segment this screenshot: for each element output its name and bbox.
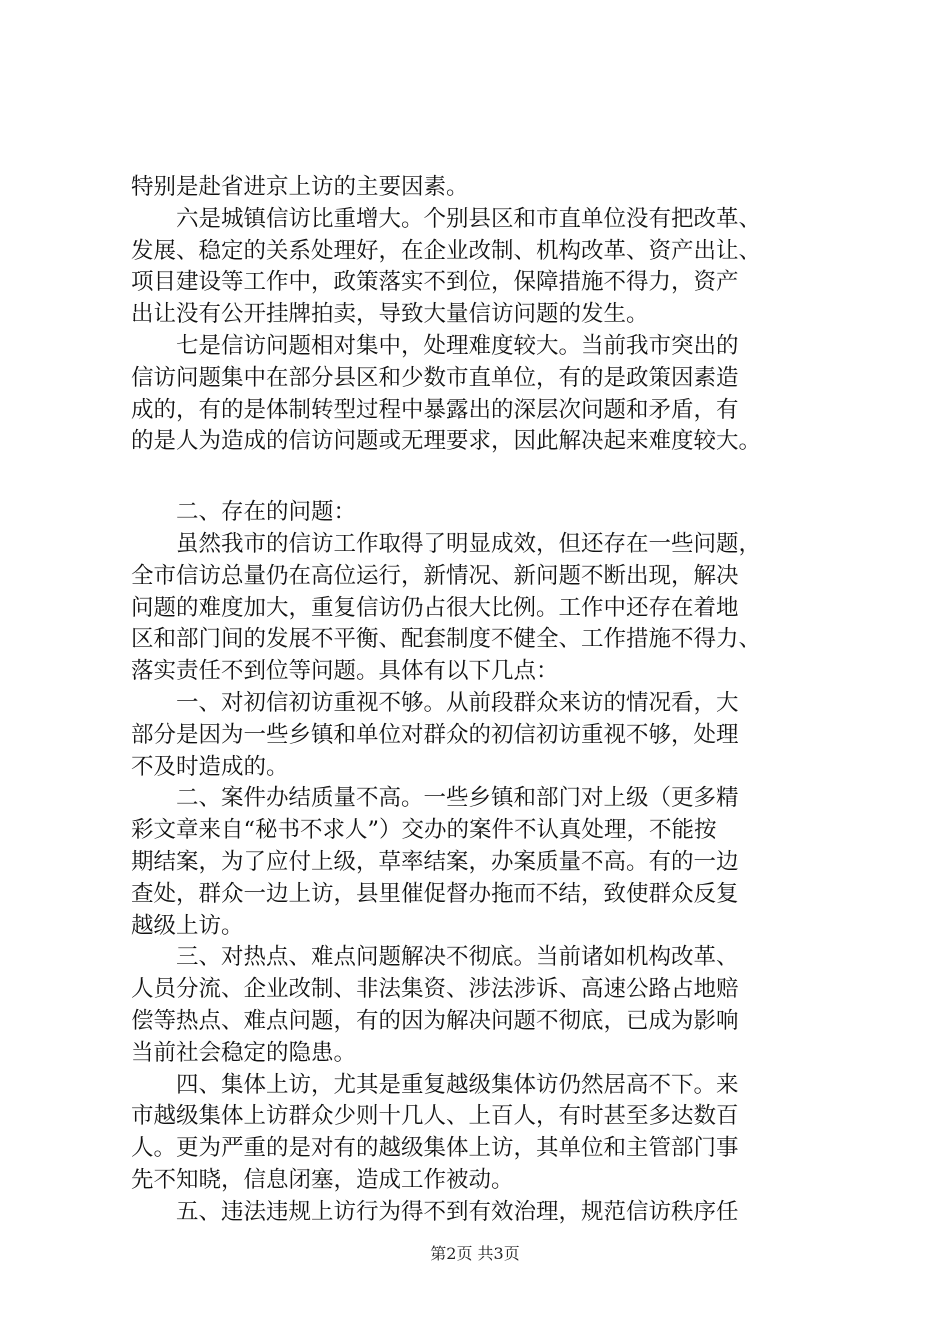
text-line: 出让没有公开挂牌拍卖，导致大量信访问题的发生。 [131,301,649,328]
text-line: 二、案件办结质量不高。一些乡镇和部门对上级（更多精 [176,785,739,812]
text-block-1 [131,172,836,458]
text-line: 五、违法违规上访行为得不到有效治理，规范信访秩序任 [176,1198,739,1225]
text-line: 查处，群众一边上访，县里催促督办拖而不结，致使群众反复 [131,880,739,907]
text-line: 市越级集体上访群众少则十几人、上百人，有时甚至多达数百 [131,1103,739,1130]
text-line: 三、对热点、难点问题解决不彻底。当前诸如机构改革、 [176,944,739,971]
text-line: 成的，有的是体制转型过程中暴露出的深层次问题和矛盾，有 [131,396,739,423]
text-line: 问题的难度加大，重复信访仍占很大比例。工作中还存在着地 [131,594,739,621]
text-line: 六是城镇信访比重增大。个别县区和市直单位没有把改革、 [176,205,762,232]
text-line: 期结案，为了应付上级，草率结案，办案质量不高。有的一边 [131,848,739,875]
text-line: 特别是赴省进京上访的主要因素。 [131,174,469,200]
text-line: 的是人为造成的信访问题或无理要求，因此解决起来难度较大。 [131,428,762,455]
text-line: 虽然我市的信访工作取得了明显成效，但还存在一些问题， [176,530,762,557]
text-line: 发展、稳定的关系处理好，在企业改制、机构改革、资产出让、 [131,237,762,264]
text-line: 彩文章来自“秘书不求人”）交办的案件不认真处理，不能按 [131,817,717,844]
text-line: 区和部门间的发展不平衡、配套制度不健全、工作措施不得力、 [131,626,762,653]
text-line: 偿等热点、难点问题，有的因为解决问题不彻底，已成为影响 [131,1007,739,1034]
text-line: 人。更为严重的是对有的越级集体上访，其单位和主管部门事 [131,1135,739,1162]
text-line: 当前社会稳定的隐患。 [131,1039,357,1066]
text-line: 越级上访。 [131,912,244,939]
text-line: 全市信访总量仍在高位运行，新情况、新问题不断出现，解决 [131,562,739,589]
text-line: 信访问题集中在部分县区和少数市直单位，有的是政策因素造 [131,364,739,391]
text-line: 部分是因为一些乡镇和单位对群众的初信初访重视不够，处理 [131,721,739,748]
document-body [131,172,836,1229]
text-line: 四、集体上访，尤其是重复越级集体访仍然居高不下。来 [176,1071,739,1098]
text-line: 落实责任不到位等问题。具体有以下几点： [131,658,559,685]
text-line: 七是信访问题相对集中，处理难度较大。当前我市突出的 [176,332,739,359]
text-line: 一、对初信初访重视不够。从前段群众来访的情况看，大 [176,689,739,716]
text-line: 二、存在的问题： [176,499,357,526]
text-block-2 [131,497,836,1228]
paragraph-gap [131,458,836,497]
text-line: 不及时造成的。 [131,753,289,780]
text-line: 人员分流、企业改制、非法集资、涉法涉诉、高速公路占地赔 [131,976,739,1003]
text-line: 先不知晓，信息闭塞，造成工作被动。 [131,1166,514,1193]
text-line: 项目建设等工作中，政策落实不到位，保障措施不得力，资产 [131,269,739,296]
page-number-footer: 第2页 共3页 [430,1244,520,1263]
